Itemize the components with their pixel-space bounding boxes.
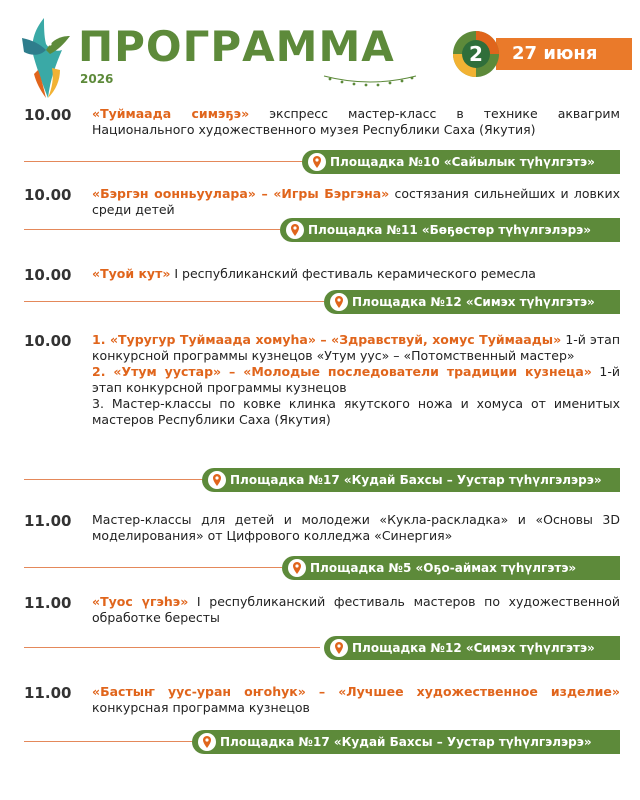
date-badge bbox=[452, 30, 632, 80]
divider-line bbox=[24, 229, 280, 230]
event-description bbox=[92, 512, 620, 544]
venue-label: Площадка №11 «Бөҕөстөр түһүлгэлэрэ» bbox=[308, 223, 592, 237]
divider-line bbox=[24, 479, 204, 480]
event-text: конкурсная программа кузнецов bbox=[92, 700, 310, 715]
event-text: экспресс мастер-класс в технике аквагрим Национального художественного музея Республики Саха (Якутия) bbox=[92, 106, 620, 137]
header bbox=[0, 0, 640, 100]
venue-bar bbox=[280, 218, 620, 242]
venue-label: Площадка №10 «Сайылык түһүлгэтэ» bbox=[330, 155, 595, 169]
event-description bbox=[92, 106, 620, 138]
location-pin-icon bbox=[330, 639, 348, 657]
event-text: 3. Мастер-классы по ковке клинка якутского ножа и хомуса от именитых мастеров Республики Саха (Якутия) bbox=[92, 396, 620, 427]
event-time: 11.00 bbox=[24, 512, 72, 530]
page-title: ПРОГРАММА bbox=[78, 22, 395, 71]
divider-line bbox=[24, 567, 282, 568]
event-name: 2. «Утум уустар» – «Молодые последователи традиции кузнеца» bbox=[92, 364, 592, 379]
venue-bar bbox=[302, 150, 620, 174]
divider-line bbox=[24, 647, 320, 648]
event-description bbox=[92, 684, 620, 716]
year-label: 2026 bbox=[80, 72, 114, 86]
decorative-dots-icon bbox=[320, 70, 420, 88]
location-pin-icon bbox=[288, 559, 306, 577]
location-pin-icon bbox=[286, 221, 304, 239]
venue-bar bbox=[324, 636, 620, 660]
event-item bbox=[24, 684, 620, 760]
event-description bbox=[92, 186, 620, 218]
event-text: состязания сильнейших и ловких среди детей bbox=[92, 186, 620, 217]
location-pin-icon bbox=[330, 293, 348, 311]
divider-line bbox=[24, 301, 324, 302]
event-point bbox=[92, 396, 620, 428]
event-item bbox=[24, 594, 620, 658]
event-text: 1-й этап конкурсной программы кузнецов bbox=[92, 364, 621, 395]
event-time: 10.00 bbox=[24, 266, 72, 284]
day-number: 2 bbox=[469, 42, 483, 66]
event-name: «Туос үгэһэ» bbox=[92, 594, 189, 609]
location-pin-icon bbox=[208, 471, 226, 489]
event-name: «Бэргэн оонньуулара» – «Игры Бэргэна» bbox=[92, 186, 390, 201]
event-point bbox=[92, 332, 620, 364]
event-item bbox=[24, 186, 620, 242]
location-pin-icon bbox=[198, 733, 216, 751]
event-item bbox=[24, 266, 620, 314]
event-item bbox=[24, 332, 620, 492]
venue-bar bbox=[324, 290, 620, 314]
event-time: 11.00 bbox=[24, 594, 72, 612]
event-text: I республиканский фестиваль керамического ремесла bbox=[170, 266, 536, 281]
event-description bbox=[92, 594, 620, 626]
event-item bbox=[24, 106, 620, 170]
venue-bar bbox=[282, 556, 620, 580]
event-description bbox=[92, 266, 620, 282]
venue-bar bbox=[192, 730, 620, 754]
event-text: Мастер-классы для детей и молодежи «Кукла-раскладка» и «Основы 3D моделирования» от Цифрового колледжа «Синергия» bbox=[92, 512, 620, 543]
event-name: «Бастыҥ уус-уран оҥоһук» – «Лучшее художественное изделие» bbox=[92, 684, 620, 699]
venue-label: Площадка №12 «Симэх түһүлгэтэ» bbox=[352, 641, 595, 655]
event-time: 10.00 bbox=[24, 332, 72, 350]
event-item bbox=[24, 512, 620, 582]
venue-label: Площадка №17 «Кудай Бахсы – Уустар түһүлгэлэрэ» bbox=[230, 473, 602, 487]
event-text: I республиканский фестиваль мастеров по художественной обработке бересты bbox=[92, 594, 620, 625]
location-pin-icon bbox=[308, 153, 326, 171]
event-time: 10.00 bbox=[24, 106, 72, 124]
venue-label: Площадка №12 «Симэх түһүлгэтэ» bbox=[352, 295, 595, 309]
venue-label: Площадка №17 «Кудай Бахсы – Уустар түһүлгэлэрэ» bbox=[220, 735, 592, 749]
divider-line bbox=[24, 161, 304, 162]
event-description bbox=[92, 332, 620, 428]
bird-logo-icon bbox=[16, 10, 72, 100]
venue-bar bbox=[202, 468, 620, 492]
event-text: 1-й этап конкурсной программы кузнецов «Утум уус» – «Потомственный мастер» bbox=[92, 332, 621, 363]
event-time: 10.00 bbox=[24, 186, 72, 204]
event-time: 11.00 bbox=[24, 684, 72, 702]
event-name: «Туой кут» bbox=[92, 266, 171, 281]
event-name: 1. «Туругур Туймаада хомуһа» – «Здравствуй, хомус Туймаады» bbox=[92, 332, 562, 347]
event-name: «Туймаада симэҕэ» bbox=[92, 106, 250, 121]
date-text: 27 июня bbox=[512, 43, 598, 64]
venue-label: Площадка №5 «Оҕо-аймах түһүлгэтэ» bbox=[310, 561, 577, 575]
divider-line bbox=[24, 741, 194, 742]
event-point bbox=[92, 364, 620, 396]
